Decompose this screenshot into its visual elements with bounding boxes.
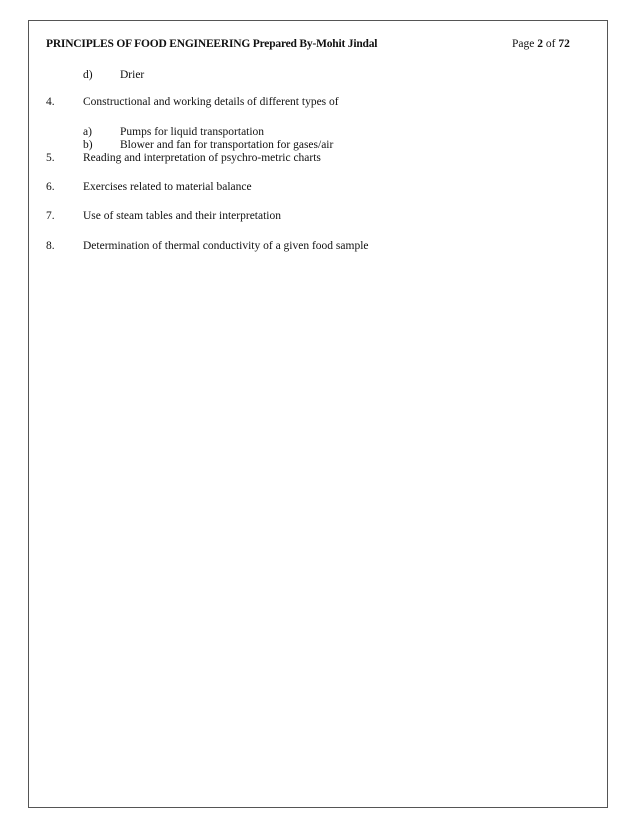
page-label: Page	[512, 38, 535, 50]
sub-item-b-letter: b)	[83, 139, 93, 151]
list-item-6-number: 6.	[46, 181, 55, 193]
list-item-6-text: Exercises related to material balance	[83, 181, 252, 193]
sub-item-b-text: Blower and fan for transportation for gases/air	[120, 139, 334, 151]
list-item-4-number: 4.	[46, 96, 55, 108]
list-item-7-number: 7.	[46, 210, 55, 222]
document-header-title: PRINCIPLES OF FOOD ENGINEERING Prepared By-Mohit Jindal	[46, 38, 378, 50]
page-of-label: of	[545, 38, 556, 50]
sub-item-d-letter: d)	[83, 69, 93, 81]
list-item-8-text: Determination of thermal conductivity of a given food sample	[83, 240, 369, 252]
list-item-5-number: 5.	[46, 152, 55, 164]
list-item-4-text: Constructional and working details of different types of	[83, 96, 339, 108]
page-number: 2	[537, 38, 543, 50]
page-total: 72	[558, 38, 570, 50]
sub-item-a-text: Pumps for liquid transportation	[120, 126, 265, 138]
sub-item-a-letter: a)	[83, 126, 92, 138]
page-indicator	[512, 38, 570, 50]
list-item-7-text: Use of steam tables and their interpretation	[83, 210, 281, 222]
sub-item-d-text: Drier	[120, 69, 145, 81]
list-item-5-text: Reading and interpretation of psychro-metric charts	[83, 152, 321, 164]
list-item-8-number: 8.	[46, 240, 55, 252]
